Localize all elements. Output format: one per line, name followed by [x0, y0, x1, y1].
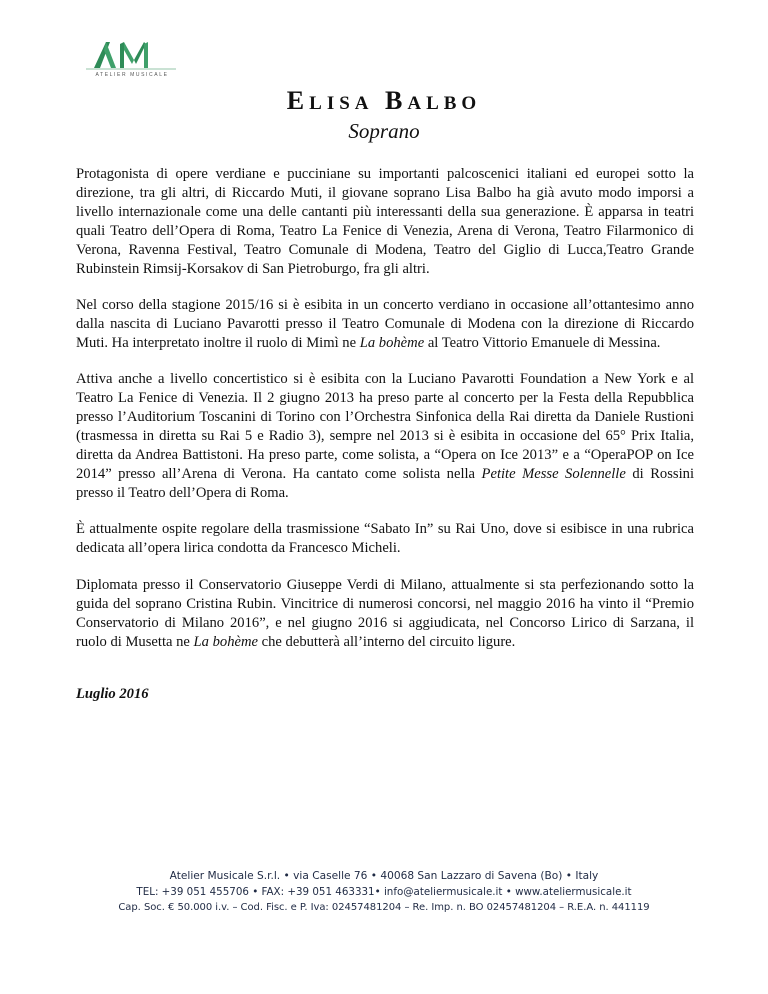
work-title: Petite Messe Solennelle: [481, 466, 626, 482]
footer-address: Atelier Musicale S.r.l. • via Caselle 76 • 40068 San Lazzaro di Savena (Bo) • Italy: [169, 870, 599, 882]
logo-text: ATELIER MUSICALE: [95, 72, 169, 78]
bio-paragraph-2: Nel corso della stagione 2015/16 si è esibita in un concerto verdiano in occasione all’ottantesimo anno dalla nascita di Luciano Pavarotti presso il Teatro Comunale di Modena con la direzione di Riccardo Muti. Ha interpretato inoltre il ruolo di Mimì ne La bohème al Teatro Vittorio Emanuele di Messina.: [76, 297, 694, 351]
opera-title: La bohème: [359, 335, 425, 351]
biography-body: [76, 165, 694, 669]
logo-mark-icon: [76, 38, 188, 72]
footer-contacts: TEL: +39 051 455706 • FAX: +39 051 463331• info@ateliermusicale.it • www.ateliermusicale.it: [136, 886, 632, 898]
footer-company-info: Cap. Soc. € 50.000 i.v. – Cod. Fisc. e P. Iva: 02457481204 – Re. Imp. n. BO 02457481204 – R.E.A. n. 441119: [118, 902, 650, 913]
document-date: Luglio 2016: [76, 686, 149, 702]
page-title: [0, 86, 768, 119]
bio-paragraph-5: Diplomata presso il Conservatorio Giuseppe Verdi di Milano, attualmente si sta perfezionando sotto la guida del soprano Cristina Rubin. Vincitrice di numerosi concorsi, nel maggio 2016 ha vinto il “Premio Conservatorio di Milano 2016”, e nel giugno 2016 si aggiudicata, nel Concorso Lirico di Sarzana, il ruolo di Musetta ne La bohème che debutterà all’interno del circuito ligure.: [76, 577, 694, 650]
bio-paragraph-1: Protagonista di opere verdiane e pucciniane su importanti palcoscenici italiani ed europei sotto la direzione, tra gli altri, di Riccardo Muti, il giovane soprano Lisa Balbo ha già avuto modo imporsi a livello internazionale come una delle cantanti più interessanti della sua generazione. È apparsa in teatri quali Teatro dell’Opera di Roma, Teatro La Fenice di Venezia, Arena di Verona, Teatro Filarmonico di Verona, Ravenna Festival, Teatro Comunale di Modena, Teatro del Giglio di Lucca,Teatro Grande Rubinstein Rimsij-Korsakov di San Pietroburgo, fra gli altri.: [76, 166, 694, 277]
page-subtitle: Soprano: [348, 119, 420, 143]
opera-title: La bohème: [193, 634, 258, 650]
bio-paragraph-3: Attiva anche a livello concertistico si è esibita con la Luciano Pavarotti Foundation a New York e al Teatro La Fenice di Venezia. Il 2 giugno 2013 ha preso parte al concerto per la Festa della Repubblica presso l’Auditorium Toscanini di Torino con l’Orchestra Sinfonica della Rai diretta da Daniele Rustioni (trasmessa in diretta su Rai 5 e Radio 3), sempre nel 2013 si è esibita in occasione del 65° Prix Italia, diretta da Andrea Battistoni. Ha preso parte, come solista, a “Opera on Ice 2013” e a “OperaPOP on Ice 2014” presso all’Arena di Verona. Ha cantato come solista nella Petite Messe Solennelle di Rossini presso il Teatro dell’Opera di Roma.: [76, 371, 694, 501]
atelier-musicale-logo: [76, 38, 188, 84]
title-last-name: BALBO: [385, 86, 482, 115]
footer: [0, 868, 768, 916]
bio-paragraph-4: È attualmente ospite regolare della trasmissione “Sabato In” su Rai Uno, dove si esibisce in una rubrica dedicata all’opera lirica condotta da Francesco Micheli.: [76, 521, 694, 556]
title-first-name: ELISA: [286, 86, 374, 115]
